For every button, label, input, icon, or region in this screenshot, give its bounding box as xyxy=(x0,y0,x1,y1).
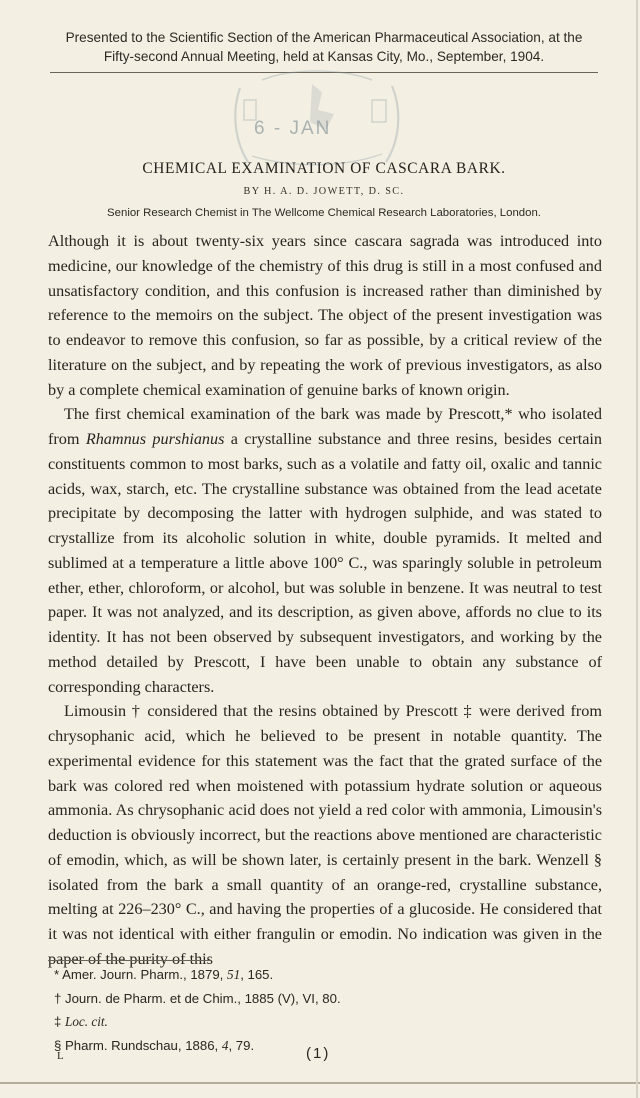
page-number: (1) xyxy=(306,1045,331,1062)
paragraph-1: Although it is about twenty-six years since cascara sagrada was introduced into medicine, our knowledge of the chemistry of this drug is still in a most confused and unsatisfactory condition, and this confusion is increased rather than diminished by reference to the memoirs on the subject. The object of the present investigation was to endeavor to remove this confusion, so far as possible, by a critical review of the literature on the subject, and by repeating the work of previous investigators, as also by a complete chemical examination of genuine barks of known origin. xyxy=(48,232,602,399)
footnote-3 xyxy=(54,1010,534,1034)
article-title: CHEMICAL EXAMINATION OF CASCARA BARK. xyxy=(142,160,506,177)
presentation-note xyxy=(40,28,608,66)
footnote-4 xyxy=(54,1034,534,1058)
footnote-3-text: Loc. cit. xyxy=(65,1014,108,1030)
page-bottom-edge xyxy=(0,1082,640,1084)
presentation-note-line-2: Fifty-second Annual Meeting, held at Kansas City, Mo., September, 1904. xyxy=(103,49,545,64)
paragraph-2 xyxy=(48,402,602,699)
footnote-3-mark: ‡ xyxy=(54,1014,65,1030)
paragraph-2-text-b: a crystalline substance and three resins, besides certain constituents common to most barks, such as a volatile and fatty oil, oxalic and tannic acids, wax, starch, etc. The crystalline substance was obtained from the lead acetate precipitate by decomposing the latter with hydrogen sulphide, and was stated to crystallize from its alcoholic solution in white, double pyramids. It melted and sublimed at a temperature a little above 100° C., was sparingly soluble in petroleum ether, ether, chloroform, or alcohol, but was soluble in benzene. It was neutral to test paper. It was not analyzed, and its description, as given above, affords no clue to its identity. It has not been observed by subsequent investigators, and working by the method detailed by Prescott, I have been unable to obtain any substance of corresponding characters. xyxy=(48,430,603,696)
footnote-2: † Journ. de Pharm. et de Chim., 1885 (V), VI, 80. xyxy=(54,990,341,1006)
article-body xyxy=(48,229,602,972)
species-name: Rhamnus purshianus xyxy=(85,430,225,448)
footnotes xyxy=(54,963,534,1057)
footnote-4-text: § Pharm. Rundschau, 1886, xyxy=(54,1037,222,1053)
footnote-1 xyxy=(54,963,534,987)
footnote-1-volume: 51 xyxy=(227,967,241,982)
presentation-note-line-1: Presented to the Scientific Section of the American Pharmaceutical Association, at the xyxy=(65,30,583,45)
author-affiliation: Senior Research Chemist in The Wellcome Chemical Research Laboratories, London. xyxy=(107,207,541,219)
footnote-4-volume: 4 xyxy=(221,1037,229,1053)
paragraph-2-text-a: The first chemical examination of the bark was made by Prescott,* who isolated from xyxy=(48,405,602,448)
article-byline: BY H. A. D. JOWETT, D. SC. xyxy=(243,186,405,197)
footnote-1-text: * Amer. Journ. Pharm., 1879, xyxy=(54,967,227,982)
footnote-4-page: , 79. xyxy=(228,1037,255,1053)
footnote-rule xyxy=(48,960,212,961)
stamp-date-text: 6 - JAN xyxy=(254,118,332,139)
signature-mark: L xyxy=(57,1050,64,1062)
page-right-edge xyxy=(636,0,638,1098)
footnote-1-page: , 165. xyxy=(240,967,274,982)
paragraph-3: Limousin † considered that the resins obtained by Prescott ‡ were derived from chrysophanic acid, which he believed to be present in notable quantity. The experimental evidence for this statement was the fact that the grated surface of the bark was colored red when moistened with potassium hydrate solution or aqueous ammonia. As chrysophanic acid does not yield a red color with ammonia, Limousin's deduction is obviously incorrect, but the reactions above mentioned are characteristic of emodin, which, as will be shown later, is certainly present in the bark. Wenzell § isolated from the bark a small quantity of an orange-red, crystalline substance, melting at 226–230° C., and having the properties of a glucoside. He considered that it was not identical with either frangulin or emodin. No indication was given in the paper of the purity of this xyxy=(48,702,602,968)
